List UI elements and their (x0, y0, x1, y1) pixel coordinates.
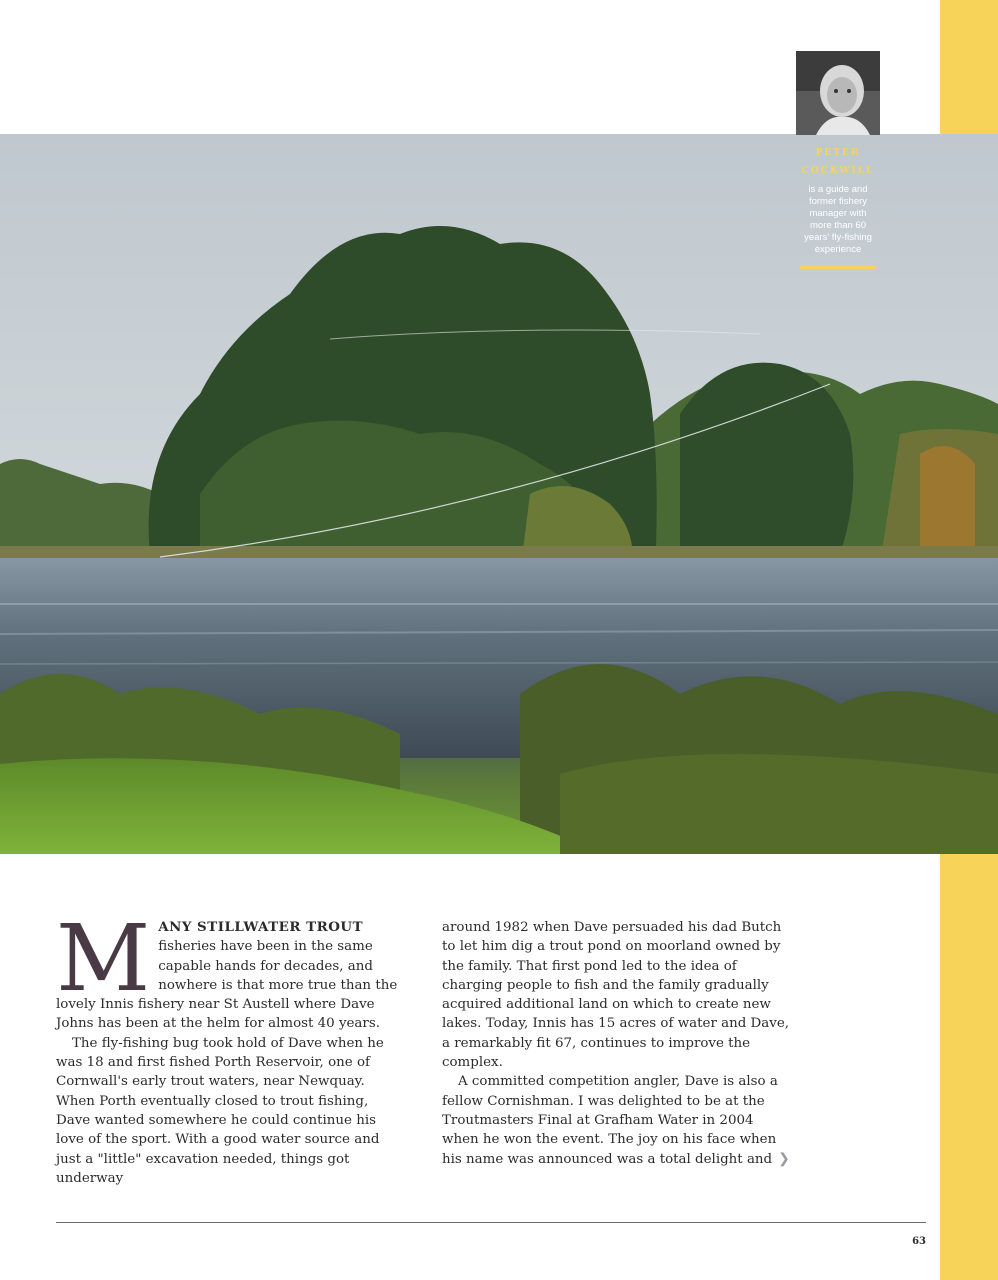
chevron-right-icon: ❯ (778, 1150, 790, 1167)
lead-in-caps: ANY STILLWATER TROUT (158, 919, 364, 935)
drop-cap: M (56, 905, 151, 1012)
paragraph-text: A committed competition angler, Dave is also a fellow Cornishman. I was delighted to be at the Troutmasters Final at Grafham Water in 2004 when he won the event. The joy on his face when his name was announced was a total delight and (442, 1074, 778, 1167)
author-bio: is a guide and former fishery manager with more than 60 years' fly-fishing experience (804, 184, 872, 255)
article-paragraph: around 1982 when Dave persuaded his dad Butch to let him dig a trout pond on moorland owned by the family. That first pond led to the idea of charging people to fish and the family gradually acquired additional land on which to create new lakes. Today, Innis has 15 acres of water and Dave, a remarkably fit 67, continues to improve the complex. (442, 920, 789, 1071)
author-name-last: COCKWILL (801, 166, 875, 176)
article-column-1 (56, 905, 406, 1188)
paragraph-text: fisheries have been in the same capable hands for decades, and nowhere is that more true than the lovely Innis fishery near St Austell where Dave Johns has been at the helm for almost 40 years. (56, 939, 398, 1032)
author-portrait (796, 51, 880, 135)
author-rule (800, 266, 876, 269)
article-paragraph (56, 905, 406, 1034)
article-column-2 (442, 918, 792, 1169)
article-paragraph: The fly-fishing bug took hold of Dave when he was 18 and first fished Porth Reservoir, one of Cornwall's early trout waters, near Newquay. When Porth eventually closed to trout fishing, Dave wanted somewhere he could continue his love of the sport. With a good water source and just a "little" excavation needed, things got underway (56, 1035, 384, 1186)
footer-rule (56, 1222, 926, 1223)
article-paragraph (442, 1072, 792, 1168)
author-name-first: PETER (815, 148, 861, 158)
author-credit (796, 144, 880, 269)
page-number: 63 (912, 1236, 926, 1247)
